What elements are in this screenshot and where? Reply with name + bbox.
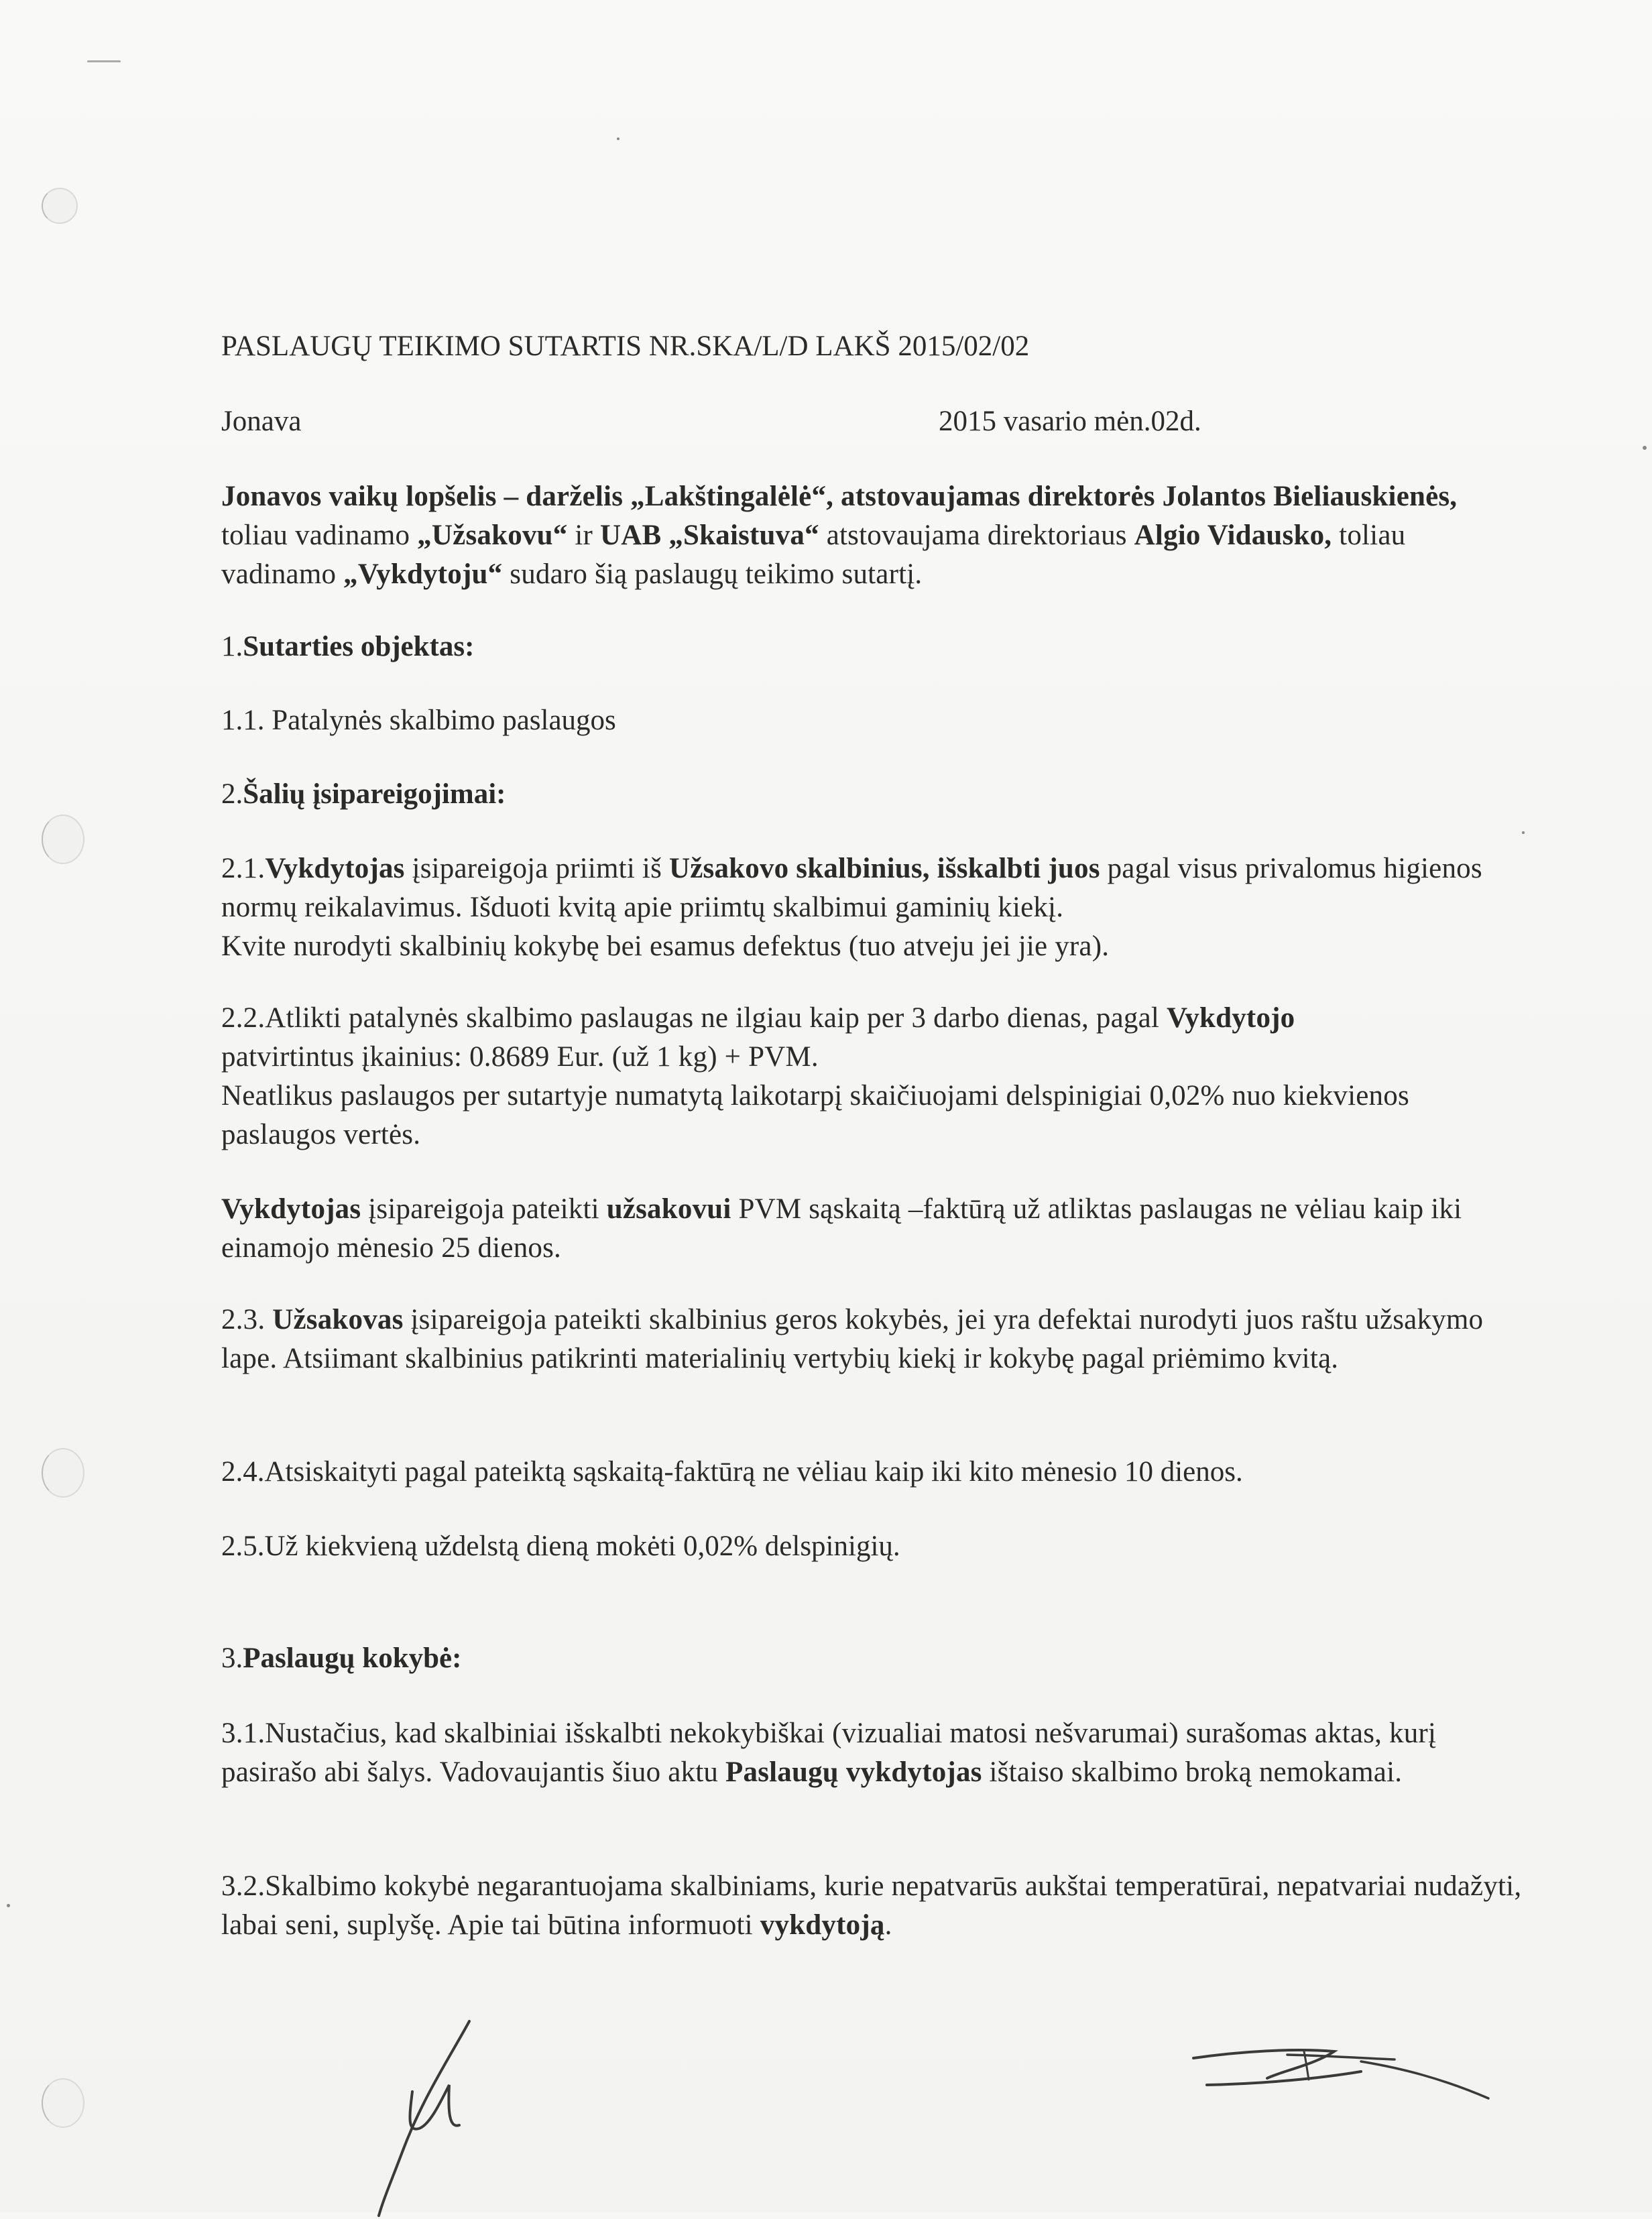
punch-hole-2 [42, 1448, 84, 1498]
item-text: įsipareigoja priimti iš [404, 853, 669, 884]
item-text: ištaiso skalbimo broką nemokamai. [982, 1756, 1403, 1788]
punch-hole-1 [42, 815, 84, 864]
document-place: Jonava [221, 406, 302, 437]
item-text: patvirtintus įkainius: 0.8689 Eur. (už 1 kg) + PVM. [221, 1041, 819, 1073]
signature-left [349, 2018, 523, 2219]
section-2-item-3 [221, 1301, 1522, 1378]
item-text: Kvite nurodyti skalbinių kokybę bei esamus defektus (tuo atveju jei jie yra). [221, 931, 1110, 962]
document-title: PASLAUGŲ TEIKIMO SUTARTIS NR.SKA/L/D LAKŠ 2015/02/02 [221, 331, 1030, 362]
section-title: Sutarties objektas: [243, 631, 475, 662]
intro-text: toliau vadinamo [221, 520, 418, 551]
item-text: pagal visus privalomus higienos normų reikalavimus. Išduoti kvitą apie priimtų skalbimui gaminių kiekį. [221, 853, 1482, 923]
item-text: įsipareigoja pateikti skalbinius geros kokybės, jei yra defektai nurodyti juos raštu užsakymo lape. Atsiimant skalbinius patikrinti materialinių vertybių kiekį ir kokybę pagal priėmimo kvitą. [221, 1304, 1484, 1374]
intro-provider-alias: „Vykdytoju“ [343, 558, 503, 590]
item-bold: vykdytoją [760, 1909, 885, 1941]
intro-text: sudaro šią paslaugų teikimo sutartį. [502, 558, 923, 590]
intro-party-provider: UAB „Skaistuva“ [599, 520, 819, 551]
signature-right [1187, 2031, 1509, 2118]
section-number: 2. [221, 778, 243, 810]
punch-hole-3 [42, 2078, 84, 2128]
section-3-item-2 [221, 1867, 1522, 1945]
item-number: 2.3. [221, 1304, 273, 1335]
section-3-item-1 [221, 1714, 1522, 1792]
intro-text: ir [567, 520, 600, 551]
section-2-heading [221, 775, 506, 814]
item-text: . [884, 1909, 892, 1941]
intro-paragraph [221, 477, 1522, 594]
scan-speck [617, 137, 620, 140]
section-2-item-4: 2.4.Atsiskaityti pagal pateiktą sąskaitą-faktūrą ne vėliau kaip iki kito mėnesio 10 dienos. [221, 1456, 1243, 1488]
section-2-item-1 [221, 849, 1522, 966]
item-text: 3.1.Nustačius, kad skalbiniai išskalbti nekokybiškai (vizualiai matosi nešvarumai) surašomas aktas, kurį pasirašo abi šalys. Vadovaujantis šiuo aktu [221, 1718, 1437, 1788]
item-text: įsipareigoja pateikti [361, 1193, 607, 1225]
document-date: 2015 vasario mėn.02d. [939, 406, 1201, 437]
item-bold: užsakovui [606, 1193, 731, 1225]
section-title: Šalių įsipareigojimai: [243, 778, 506, 810]
item-bold: Paslaugų vykdytojas [725, 1756, 982, 1788]
section-2-item-5: 2.5.Už kiekvieną uždelstą dieną mokėti 0,02% delspinigių. [221, 1531, 900, 1562]
item-text: PVM sąskaitą –faktūrą už atliktas paslaugas ne vėliau kaip iki einamojo mėnesio 25 dienos. [221, 1193, 1462, 1264]
section-2-item-2b [221, 1190, 1522, 1268]
section-2-item-2 [221, 999, 1522, 1154]
item-bold: Vykdytojas [221, 1193, 361, 1225]
punch-hole-top [42, 188, 78, 224]
intro-party-customer: Jonavos vaikų lopšelis – darželis „Lakštingalėlė“, atstovaujamas direktorės Jolantos Bieliauskienės, [221, 481, 1458, 512]
scan-speck [87, 60, 121, 62]
intro-text: toliau vadinamo [221, 520, 1406, 590]
intro-customer-alias: „Užsakovu“ [417, 520, 568, 551]
intro-text: atstovaujama direktoriaus [819, 520, 1134, 551]
item-bold: Užsakovas [272, 1304, 404, 1335]
item-bold: Vykdytojo [1166, 1002, 1295, 1034]
item-number: 2.1. [221, 853, 266, 884]
scan-speck [7, 1904, 10, 1907]
section-3-heading [221, 1639, 461, 1678]
item-text: 3.2.Skalbimo kokybė negarantuojama skalbiniams, kurie nepatvarūs aukštai temperatūrai, nepatvariai nudažyti, labai seni, suplyšę. Apie tai būtina informuoti [221, 1870, 1522, 1941]
section-title: Paslaugų kokybė: [243, 1642, 462, 1674]
item-bold: Vykdytojas [265, 853, 405, 884]
scan-speck [1643, 446, 1647, 450]
section-1-heading [221, 627, 474, 666]
section-1-item-1: 1.1. Patalynės skalbimo paslaugos [221, 705, 616, 736]
section-number: 3. [221, 1642, 243, 1674]
item-text: Neatlikus paslaugos per sutartyje numatytą laikotarpį skaičiuojami delspinigiai 0,02% nuo kiekvienos paslaugos vertės. [221, 1080, 1409, 1150]
intro-provider-director: Algio Vidausko, [1134, 520, 1332, 551]
item-bold: Užsakovo skalbinius, išskalbti juos [668, 853, 1100, 884]
section-number: 1. [221, 631, 243, 662]
item-text: 2.2.Atlikti patalynės skalbimo paslaugas ne ilgiau kaip per 3 darbo dienas, pagal [221, 1002, 1167, 1034]
scan-speck [1522, 831, 1525, 834]
